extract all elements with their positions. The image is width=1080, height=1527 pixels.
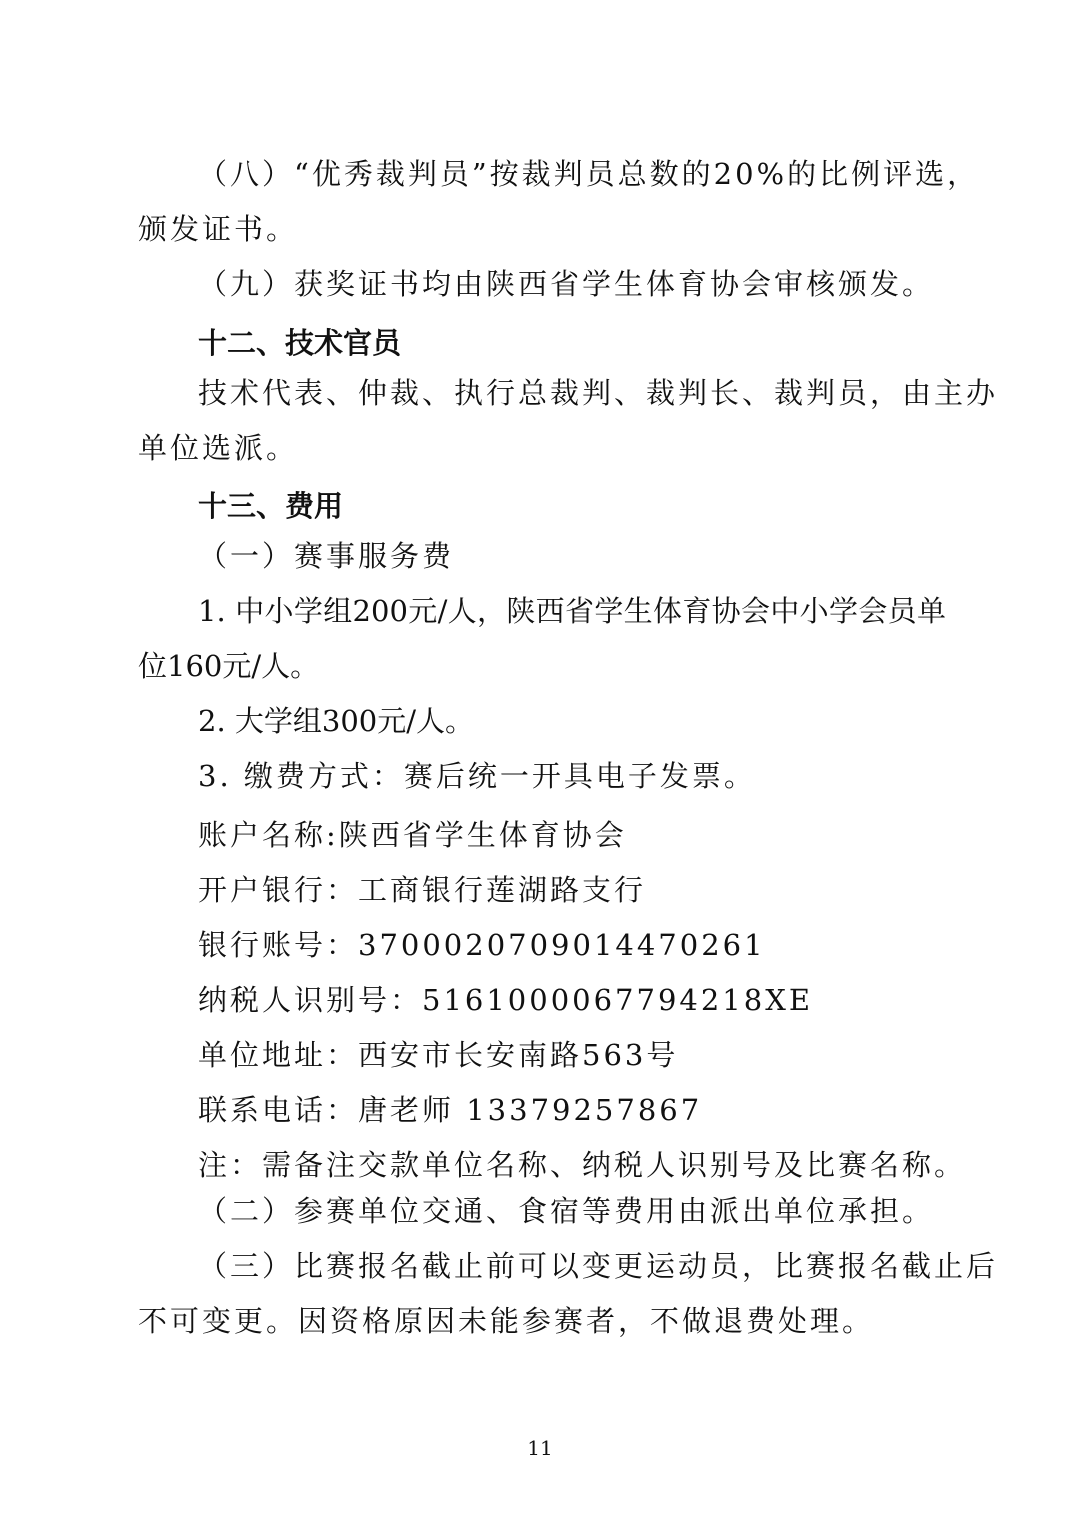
page-number: 11	[527, 1436, 553, 1460]
payment-note: 注：需备注交款单位名称、纳税人识别号及比赛名称。	[198, 1148, 967, 1182]
service-fee-title: （一）赛事服务费	[198, 539, 455, 573]
fee-item-1-line-1: 1. 中小学组200元/人，陕西省学生体育协会中小学会员单	[198, 594, 946, 628]
bank-account-number: 银行账号：3700020709014470261	[198, 928, 766, 962]
account-name: 账户名称:陕西省学生体育协会	[198, 818, 627, 852]
section-12-body-line-1: 技术代表、仲裁、执行总裁判、裁判长、裁判员，由主办	[198, 376, 999, 410]
item-9: （九）获奖证书均由陕西省学生体育协会审核颁发。	[198, 267, 935, 301]
section-13-heading: 十三、费用	[198, 489, 344, 523]
item-8-line-2: 颁发证书。	[138, 212, 299, 246]
taxpayer-id: 纳税人识别号：5161000067794218XE	[198, 983, 814, 1017]
fee-item-2: 2. 大学组300元/人。	[198, 704, 475, 738]
fee-sub-item-3-line-2: 不可变更。因资格原因未能参赛者，不做退费处理。	[138, 1304, 875, 1338]
item-8-line-1: （八）“优秀裁判员”按裁判员总数的20%的比例评选，	[198, 157, 980, 191]
unit-address: 单位地址：西安市长安南路563号	[198, 1038, 679, 1072]
fee-sub-item-2: （二）参赛单位交通、食宿等费用由派出单位承担。	[198, 1194, 935, 1228]
contact-phone: 联系电话：唐老师 13379257867	[198, 1093, 703, 1127]
section-12-heading: 十二、技术官员	[198, 326, 402, 360]
bank-name: 开户银行：工商银行莲湖路支行	[198, 873, 647, 907]
section-12-body-line-2: 单位选派。	[138, 431, 299, 465]
fee-item-1-line-2: 位160元/人。	[138, 649, 320, 683]
fee-sub-item-3-line-1: （三）比赛报名截止前可以变更运动员，比赛报名截止后	[198, 1249, 999, 1283]
fee-item-3: 3. 缴费方式：赛后统一开具电子发票。	[198, 759, 756, 793]
